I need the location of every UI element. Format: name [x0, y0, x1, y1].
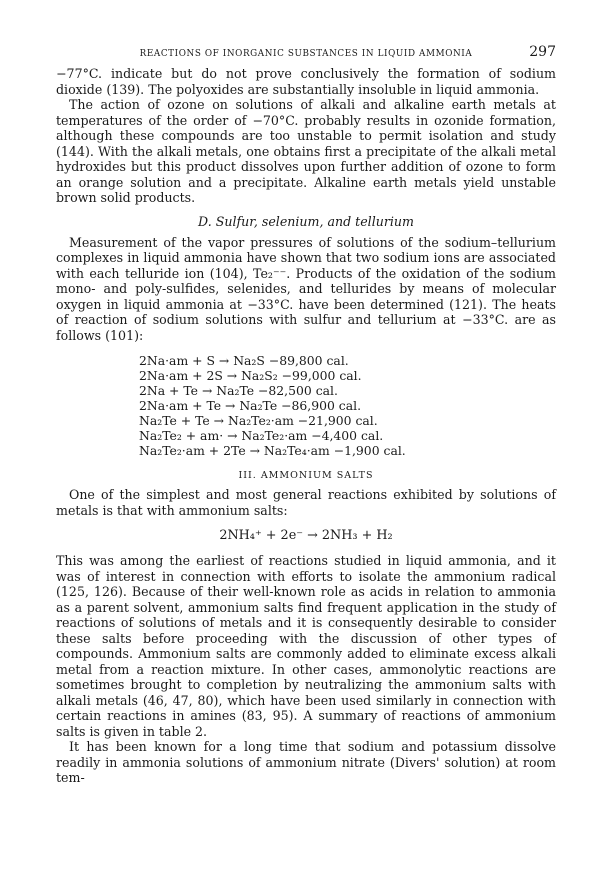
running-title: REACTIONS OF INORGANIC SUBSTANCES IN LIQUID AMMONIA: [139, 49, 473, 59]
equation-line: 2Na·am + 2S → Na₂S₂ −99,000 cal.: [139, 368, 362, 383]
equation-line: Na₂Te₂ + am· → Na₂Te₂·am −4,400 cal.: [139, 428, 384, 443]
page-number: 297: [529, 44, 556, 60]
display-equation: 2NH₄⁺ + 2e⁻ → 2NH₃ + H₂: [219, 528, 393, 543]
paragraph-ammonium-intro: One of the simplest and most general reactions exhibited by solutions of metals is that with ammonium salts:: [56, 487, 556, 518]
equation-line: 2Na + Te → Na₂Te −82,500 cal.: [139, 383, 338, 398]
equation-list: [139, 353, 556, 458]
paragraph-tellurium: Measurement of the vapor pressures of solutions of the sodium–tellurium complexes in liquid ammonia have shown that two sodium ions are associated with each telluride ion (104), Te₂⁻⁻. Products of the oxidation of the sodium mono- and poly-sulfides, selenides, and tellurides by means of molecular oxygen in liquid ammonia at −33°C. have been determined (121). The heats of reaction of sodium solutions with sulfur and tellurium at −33°C. are as follows (101):: [56, 234, 556, 343]
paragraph-ozone: The action of ozone on solutions of alkali and alkaline earth metals at temperatures of the order of −70°C. probably results in ozonide formation, although these compounds are too unstable to permit isolation and study (144). With the alkali metals, one obtains first a precipitate of the alkali metal hydroxides but this product dissolves upon further addition of ozone to form an orange solution and a precipitate. Alkaline earth metals yield unstable brown solid products.: [56, 97, 556, 205]
section-heading: III. AMMONIUM SALTS: [238, 470, 374, 481]
paragraph-ammonium-history: This was among the earliest of reactions studied in liquid ammonia, and it was of interest in connection with efforts to isolate the ammonium radical (125, 126). Because of their well-known role as acids in relation to ammonia as a parent solvent, ammonium salts find frequent application in the study of reactions of solutions of metals and it is consequently desirable to consider these salts before proceeding with the discussion of other types of compounds. Ammonium salts are commonly added to eliminate excess alkali metal from a reaction mixture. In other cases, ammonolytic reactions are sometimes brought to completion by neutralizing the ammonium salts with alkali metals (46, 47, 80), which have been used similarly in connection with certain reactions in amines (83, 95). A summary of reactions of ammonium salts is given in table 2.: [56, 553, 556, 739]
running-header: [56, 44, 556, 66]
equation-line: 2Na·am + Te → Na₂Te −86,900 cal.: [139, 398, 362, 413]
paragraph-divers-solution: It has been known for a long time that sodium and potassium dissolve readily in ammonia solutions of ammonium nitrate (Divers' solution) at room tem-: [56, 739, 556, 785]
paragraph-continuation: −77°C. indicate but do not prove conclusively the formation of sodium dioxide (139). The polyoxides are substantially insoluble in liquid ammonia.: [56, 66, 556, 97]
subsection-heading: D. Sulfur, selenium, and tellurium: [198, 213, 414, 229]
equation-line: 2Na·am + S → Na₂S −89,800 cal.: [139, 353, 349, 368]
equation-line: Na₂Te + Te → Na₂Te₂·am −21,900 cal.: [139, 413, 378, 428]
equation-line: Na₂Te₂·am + 2Te → Na₂Te₄·am −1,900 cal.: [139, 443, 406, 458]
